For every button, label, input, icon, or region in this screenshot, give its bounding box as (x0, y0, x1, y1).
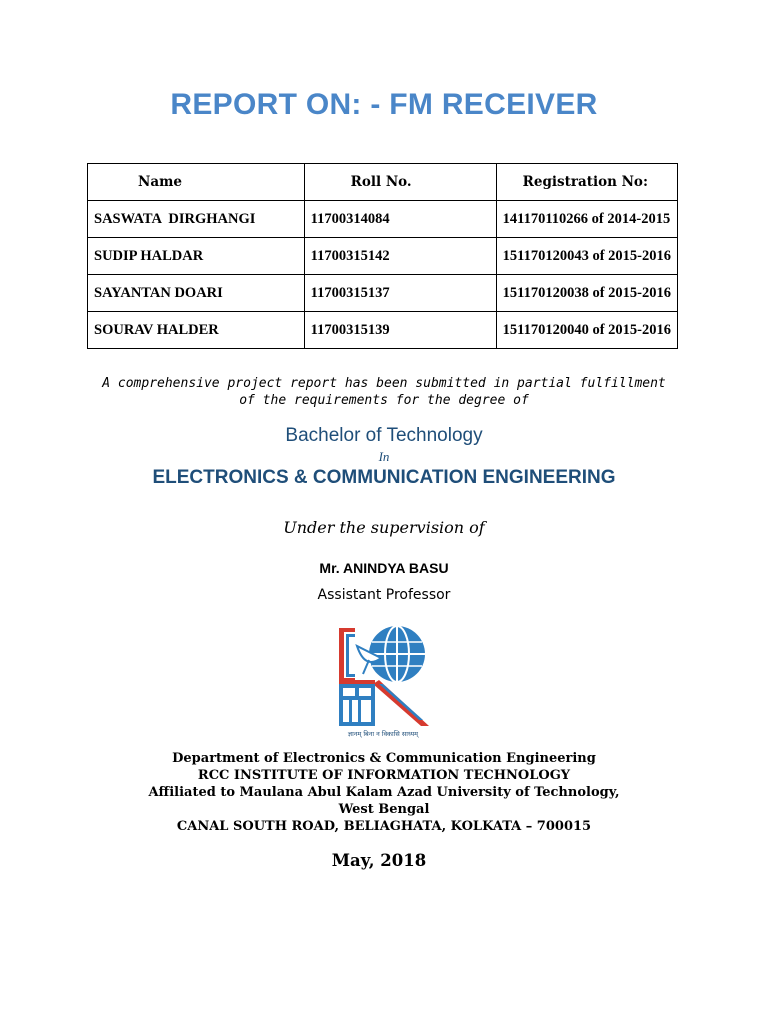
logo-motto-text: ज्ञानम् बिना न विकासि साध्यम् (347, 730, 419, 738)
student-table (87, 163, 678, 349)
degree-department: ELECTRONICS & COMMUNICATION ENGINEERING (152, 467, 616, 488)
logo-motto (333, 622, 433, 740)
address-street: CANAL SOUTH ROAD, BELIAGHATA, KOLKATA – 700015 (176, 819, 592, 834)
student-name: SAYANTAN DOARI (88, 275, 305, 312)
report-date: May, 2018 (331, 851, 427, 870)
column-header-name: Name (88, 164, 305, 201)
address-department: Department of Electronics & Communication Engineering (172, 751, 596, 766)
address-affiliation: Affiliated to Maulana Abul Kalam Azad University of Technology, (148, 785, 620, 800)
student-roll: 11700314084 (304, 201, 496, 238)
student-registration: 151170120043 of 2015-2016 (496, 238, 677, 275)
address-institute: RCC INSTITUTE OF INFORMATION TECHNOLOGY (197, 768, 571, 783)
table-row (88, 312, 678, 349)
supervisor-title: Assistant Professor (317, 587, 451, 603)
student-name: SASWATA DIRGHANGI (88, 201, 305, 238)
table-header-row (88, 164, 678, 201)
degree-name: Bachelor of Technology (285, 425, 483, 446)
address-state: West Bengal (338, 802, 430, 817)
supervision-intro: Under the supervision of (283, 518, 485, 537)
student-registration: 151170120038 of 2015-2016 (496, 275, 677, 312)
table-row (88, 201, 678, 238)
student-name: SOURAV HALDER (88, 312, 305, 349)
column-header-registration: Registration No: (496, 164, 677, 201)
column-header-roll: Roll No. (304, 164, 496, 201)
student-registration: 151170120040 of 2015-2016 (496, 312, 677, 349)
table-row (88, 238, 678, 275)
degree-in: In (378, 449, 390, 464)
institute-logo (333, 622, 433, 740)
submission-line-2: of the requirements for the degree of (239, 393, 529, 408)
submission-statement (0, 375, 768, 409)
student-roll: 11700315139 (304, 312, 496, 349)
student-registration: 141170110266 of 2014-2015 (496, 201, 677, 238)
student-roll: 11700315137 (304, 275, 496, 312)
student-roll: 11700315142 (304, 238, 496, 275)
submission-line-1: A comprehensive project report has been submitted in partial fulfillment (102, 376, 666, 391)
supervisor-name: Mr. ANINDYA BASU (319, 560, 449, 576)
institute-address (0, 750, 768, 835)
table-row (88, 275, 678, 312)
student-name: SUDIP HALDAR (88, 238, 305, 275)
report-title: REPORT ON: - FM RECEIVER (170, 88, 598, 121)
